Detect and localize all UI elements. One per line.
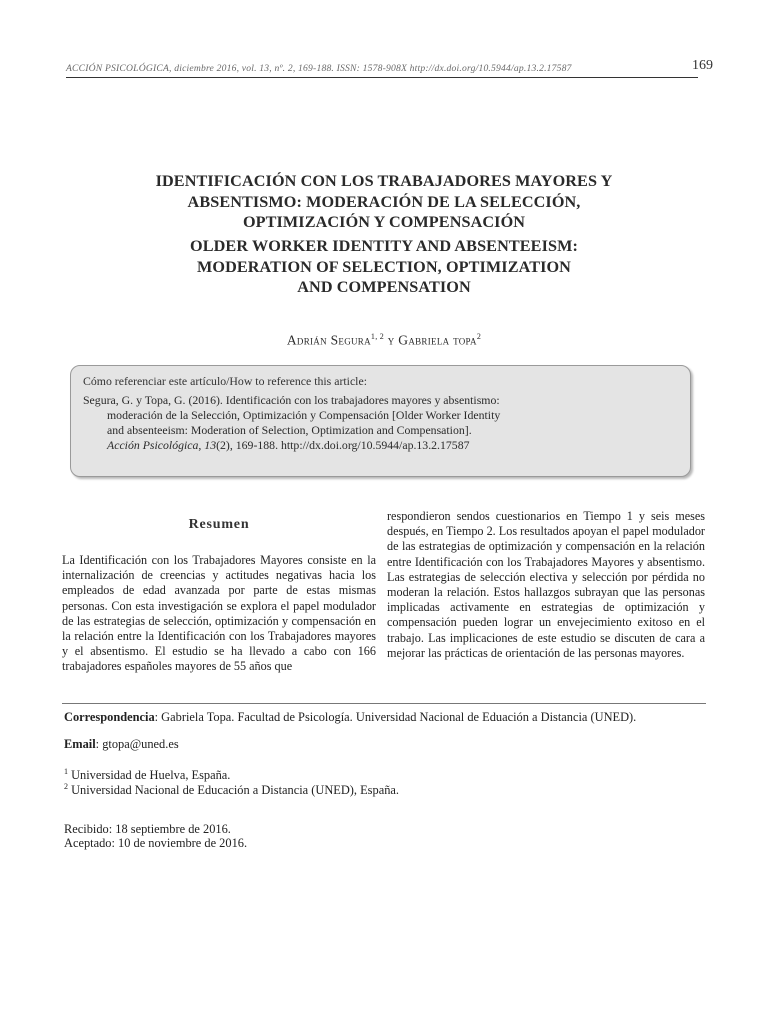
citation-line: Segura, G. y Topa, G. (2016). Identificación con los trabajadores mayores y absentismo:	[83, 393, 500, 407]
title-es-line: ABSENTISMO: MODERACIÓN DE LA SELECCIÓN,	[187, 192, 581, 211]
title-en-line: MODERATION OF SELECTION, OPTIMIZATION	[197, 257, 571, 276]
affiliation-number: 2	[64, 782, 68, 791]
author-affiliation-sup: 1, 2	[370, 332, 385, 341]
citation-line	[83, 438, 678, 453]
citation-line: moderación de la Selección, Optimización y Compensación [Older Worker Identity	[107, 408, 501, 422]
author-name: Adrián Segura	[286, 332, 371, 348]
email-label: Email	[64, 737, 96, 751]
affiliation-2	[64, 779, 399, 798]
citation-issue: (2), 169-188. http://dx.doi.org/10.5944/ap.13.2.17587	[216, 438, 470, 452]
citation-heading: Cómo referenciar este artículo/How to reference this article:	[83, 374, 367, 388]
affiliation-number: 1	[64, 767, 68, 776]
running-head: ACCIÓN PSICOLÓGICA, diciembre 2016, vol. 13, nº. 2, 169-188. ISSN: 1578-908X http://dx.doi.org/10.5944/ap.13.2.17587	[66, 63, 572, 74]
accepted-date: Aceptado: 10 de noviembre de 2016.	[64, 836, 248, 850]
affiliation-text: Universidad de Huelva, España.	[68, 768, 231, 783]
footer-rule	[62, 703, 706, 704]
author-name: Gabriela topa	[398, 332, 477, 348]
abstract-right-column	[387, 509, 705, 661]
abstract-heading: Resumen	[188, 517, 250, 532]
correspondence	[64, 710, 636, 725]
affiliation-text: Universidad Nacional de Educación a Distancia (UNED), España.	[68, 783, 399, 798]
correspondence-label: Correspondencia	[64, 710, 155, 724]
citation-line: and absenteeism: Moderation of Selection, Optimization and Compensation].	[107, 423, 472, 437]
header-rule	[66, 77, 698, 78]
authors	[100, 332, 668, 349]
title-spanish	[100, 171, 668, 233]
abstract-paragraph: respondieron sendos cuestionarios en Tiempo 1 y seis meses después, en Tiempo 2. Los resultados apoyan el papel modulador de las estrategias de optimización y compensación en la relación entre Identificación con los Trabajadores Mayores y absentismo. Las estrategias de selección electiva y selección por pérdida no moderan la relación. Estos hallazgos subrayan que las personas implicadas activamente en estrategias de optimización y compensación pueden lograr un envejecimiento exitoso en el trabajo. Las implicaciones de este estudio se discuten de cara a mejorar las prácticas de orientación de las personas mayores.	[387, 509, 705, 660]
email-text: : gtopa@uned.es	[95, 737, 179, 751]
author-conjunction: y	[387, 332, 395, 348]
title-english	[100, 236, 668, 298]
citation-journal: Acción Psicológica, 13	[107, 438, 217, 452]
author-affiliation-sup: 2	[476, 332, 482, 341]
abstract-paragraph: La Identificación con los Trabajadores Mayores consiste en la internalización de creencias y actitudes negativas hacia los empleados de edad avanzada por parte de estas mismas personas. Con esta investigación se explora el papel modulador de las estrategias de selección, optimización y compensación en la relación entre la Identificación con los Trabajadores mayores y el absentismo. El estudio se ha llevado a cabo con 166 trabajadores españoles mayores de 55 años que	[62, 553, 376, 674]
title-en-line: AND COMPENSATION	[297, 278, 471, 296]
page-number: 169	[692, 58, 713, 73]
email	[64, 737, 179, 752]
abstract-left-column	[62, 517, 376, 675]
title-es-line: OPTIMIZACIÓN Y COMPENSACIÓN	[242, 213, 526, 231]
received-date: Recibido: 18 septiembre de 2016.	[64, 822, 231, 836]
citation-box	[70, 365, 691, 477]
correspondence-text: : Gabriela Topa. Facultad de Psicología. Universidad Nacional de Eduación a Distancia (UNED).	[154, 710, 637, 724]
title-en-line: OLDER WORKER IDENTITY AND ABSENTEEISM:	[190, 237, 578, 255]
citation-text	[83, 393, 678, 453]
title-es-line: IDENTIFICACIÓN CON LOS TRABAJADORES MAYORES Y	[155, 172, 613, 190]
